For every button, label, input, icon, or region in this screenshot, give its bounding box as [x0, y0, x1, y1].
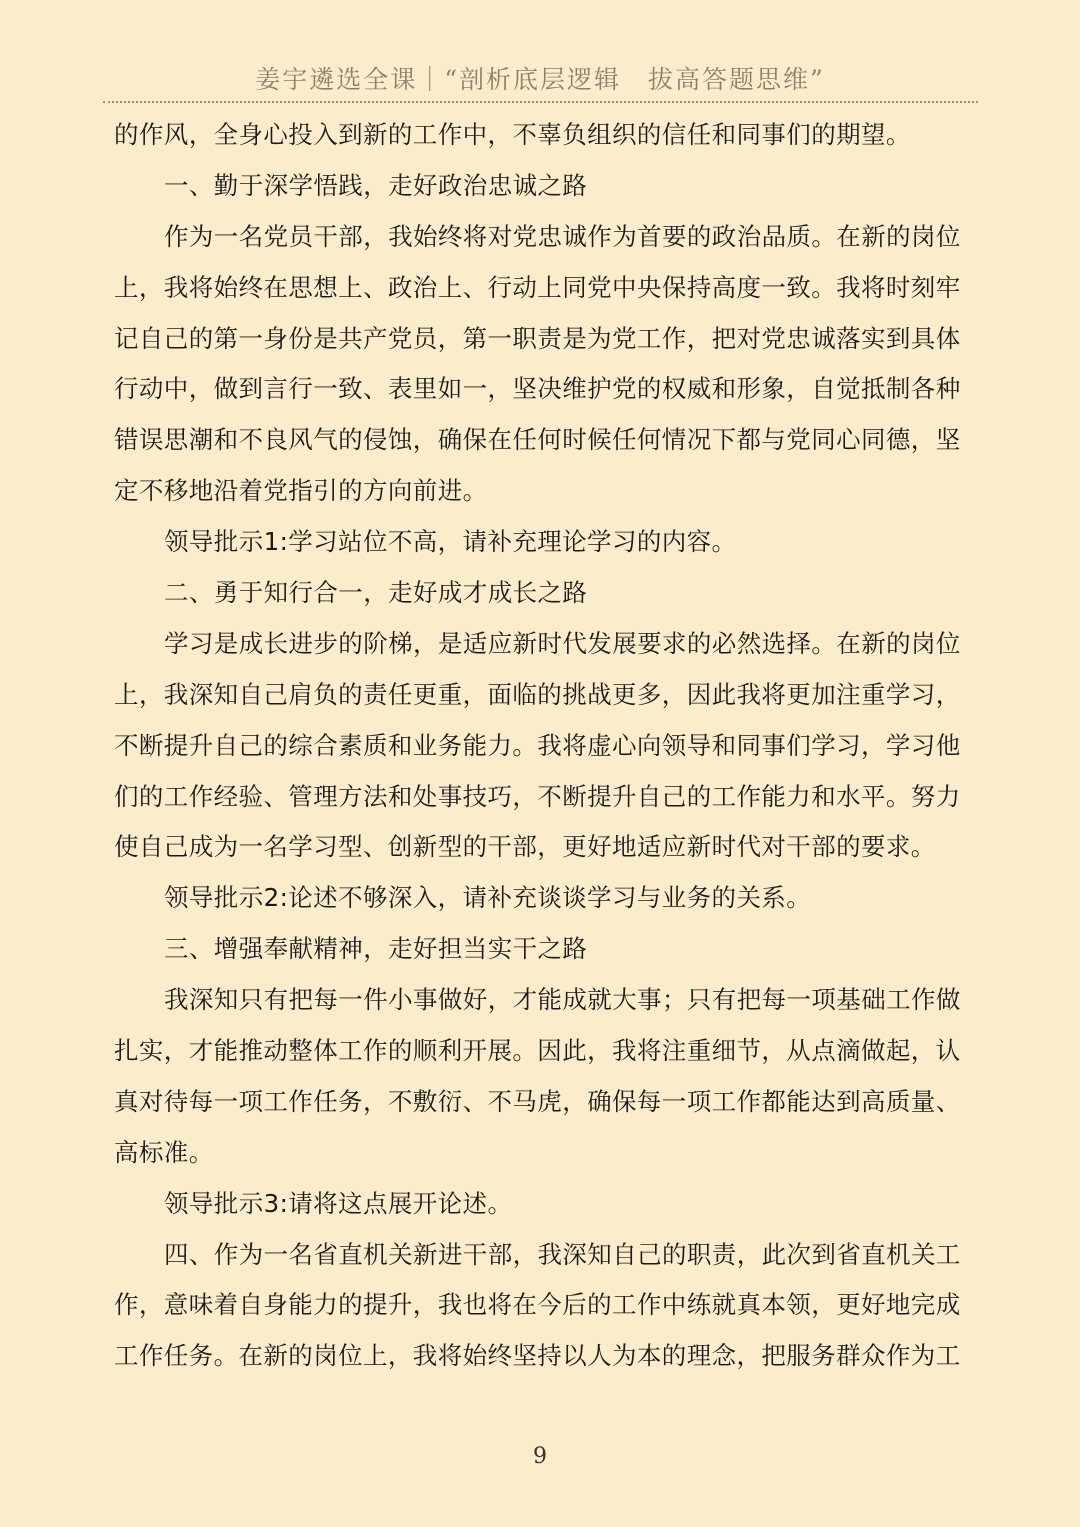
text-line: 真对待每一项工作任务，不敷衍、不马虎，确保每一项工作都能达到高质量、: [114, 1086, 961, 1116]
text-line: 扎实，才能推动整体工作的顺利开展。因此，我将注重细节，从点滴做起，认: [114, 1036, 961, 1066]
text-line: 高标准。: [114, 1137, 214, 1167]
text-line: 定不移地沿着党指引的方向前进。: [114, 476, 488, 506]
text-line: 错误思潮和不良风气的侵蚀，确保在任何时候任何情况下都与党同心同德，坚: [114, 425, 961, 455]
text-line: 作为一名党员干部，我始终将对党忠诚作为首要的政治品质。在新的岗位: [164, 221, 961, 251]
text-line: 领导批示3:请将这点展开论述。: [164, 1188, 513, 1218]
text-line: 不断提升自己的综合素质和业务能力。我将虚心向领导和同事们学习，学习他: [114, 730, 961, 760]
text-line: 四、作为一名省直机关新进干部，我深知自己的职责，此次到省直机关工: [164, 1239, 961, 1269]
text-line: 三、增强奉献精神，走好担当实干之路: [164, 934, 588, 964]
text-line: 工作任务。在新的岗位上，我将始终坚持以人为本的理念，把服务群众作为工: [114, 1341, 961, 1371]
text-line: 二、勇于知行合一，走好成才成长之路: [164, 578, 588, 608]
text-line: 上，我深知自己肩负的责任更重，面临的挑战更多，因此我将更加注重学习，: [114, 679, 961, 709]
text-line: 作，意味着自身能力的提升，我也将在今后的工作中练就真本领，更好地完成: [114, 1290, 961, 1320]
page-header: 姜宇遴选全课｜“剖析底层逻辑 拔高答题思维”: [255, 65, 825, 94]
text-line: 领导批示1:学习站位不高，请补充理论学习的内容。: [164, 527, 737, 557]
text-line: 上，我将始终在思想上、政治上、行动上同党中央保持高度一致。我将时刻牢: [114, 272, 961, 302]
text-line: 领导批示2:论述不够深入，请补充谈谈学习与业务的关系。: [164, 883, 812, 913]
text-line: 的作风，全身心投入到新的工作中，不辜负组织的信任和同事们的期望。: [114, 120, 911, 149]
text-line: 一、勤于深学悟践，走好政治忠诚之路: [164, 170, 588, 200]
body-text: [114, 110, 976, 1382]
text-line: 记自己的第一身份是共产党员，第一职责是为党工作，把对党忠诚落实到具体: [114, 323, 961, 353]
text-line: 我深知只有把每一件小事做好，才能成就大事；只有把每一项基础工作做: [164, 985, 961, 1015]
page-number: 9: [533, 1444, 547, 1469]
header-divider: [103, 101, 978, 103]
text-line: 学习是成长进步的阶梯，是适应新时代发展要求的必然选择。在新的岗位: [164, 628, 961, 658]
text-line: 行动中，做到言行一致、表里如一，坚决维护党的权威和形象，自觉抵制各种: [114, 374, 961, 404]
text-line: 使自己成为一名学习型、创新型的干部，更好地适应新时代对干部的要求。: [114, 832, 936, 862]
text-line: 们的工作经验、管理方法和处事技巧，不断提升自己的工作能力和水平。努力: [114, 781, 961, 811]
